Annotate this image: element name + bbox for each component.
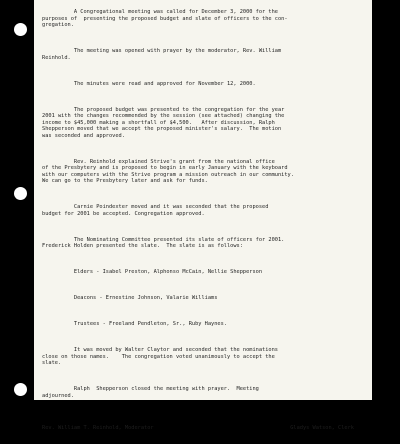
paragraph-nominations-closed: It was moved by Walter Claytor and seconded that the nominations close on those names. The congregation voted unanimously to accept the slate.	[42, 347, 278, 366]
paragraph-nominating-committee: The Nominating Committee presented its slate of officers for 2001. Frederick Holden presented the slate. The slate is as follows:	[42, 236, 285, 249]
paragraph-closing-prayer: Ralph Shepperson closed the meeting with prayer. Meeting adjourned.	[42, 386, 259, 399]
signature-line	[42, 425, 368, 432]
paragraph-meeting-called: A Congregational meeting was called for December 3, 2000 for the purposes of presenting the proposed budget and slate of officers to the con- gregation.	[42, 9, 288, 28]
binder-hole-middle	[14, 187, 27, 200]
paragraph-budget-accepted: Carnie Poindexter moved and it was seconded that the proposed budget for 2001 be accepted. Congregation approved.	[42, 204, 269, 217]
paragraph-strive-grant: Rev. Reinhold explained Strive's grant from the national office of the Presbytery and is proposed to begin in early January with the keyboard with our computers with the Strive program a mission outreach in our community. We can go to the Presbytery later and ask for funds.	[42, 158, 294, 184]
document-body	[42, 0, 368, 444]
signature-clerk: Gladys Watson, Clerk	[290, 424, 354, 431]
paragraph-minutes-approved: The minutes were read and approved for November 12, 2000.	[42, 80, 256, 87]
paragraph-trustees: Trustees - Freeland Pendleton, Sr., Ruby Haynes.	[42, 321, 227, 327]
paragraph-budget: The proposed budget was presented to the congregation for the year 2001 with the changes recommended by the session (see attached) changing the income to $45,000 making a shortfall of $4,500. After discussion, Ralph Shepperson moved that we accept the proposed minister's salary. The motion was seconded and approved.	[42, 106, 285, 139]
signature-moderator: Rev. William T. Reinhold, Moderator	[42, 424, 154, 431]
paragraph-deacons: Deacons - Ernestine Johnson, Valarie Williams	[42, 295, 218, 301]
paragraph-elders: Elders - Isabel Preston, Alphonso McCain, Nellie Shepperson	[42, 269, 263, 275]
paragraph-opening-prayer: The meeting was opened with prayer by the moderator, Rev. William Reinhold.	[42, 48, 282, 61]
document-page	[34, 0, 372, 431]
binder-hole-bottom	[14, 383, 27, 396]
binder-hole-top	[14, 23, 27, 36]
